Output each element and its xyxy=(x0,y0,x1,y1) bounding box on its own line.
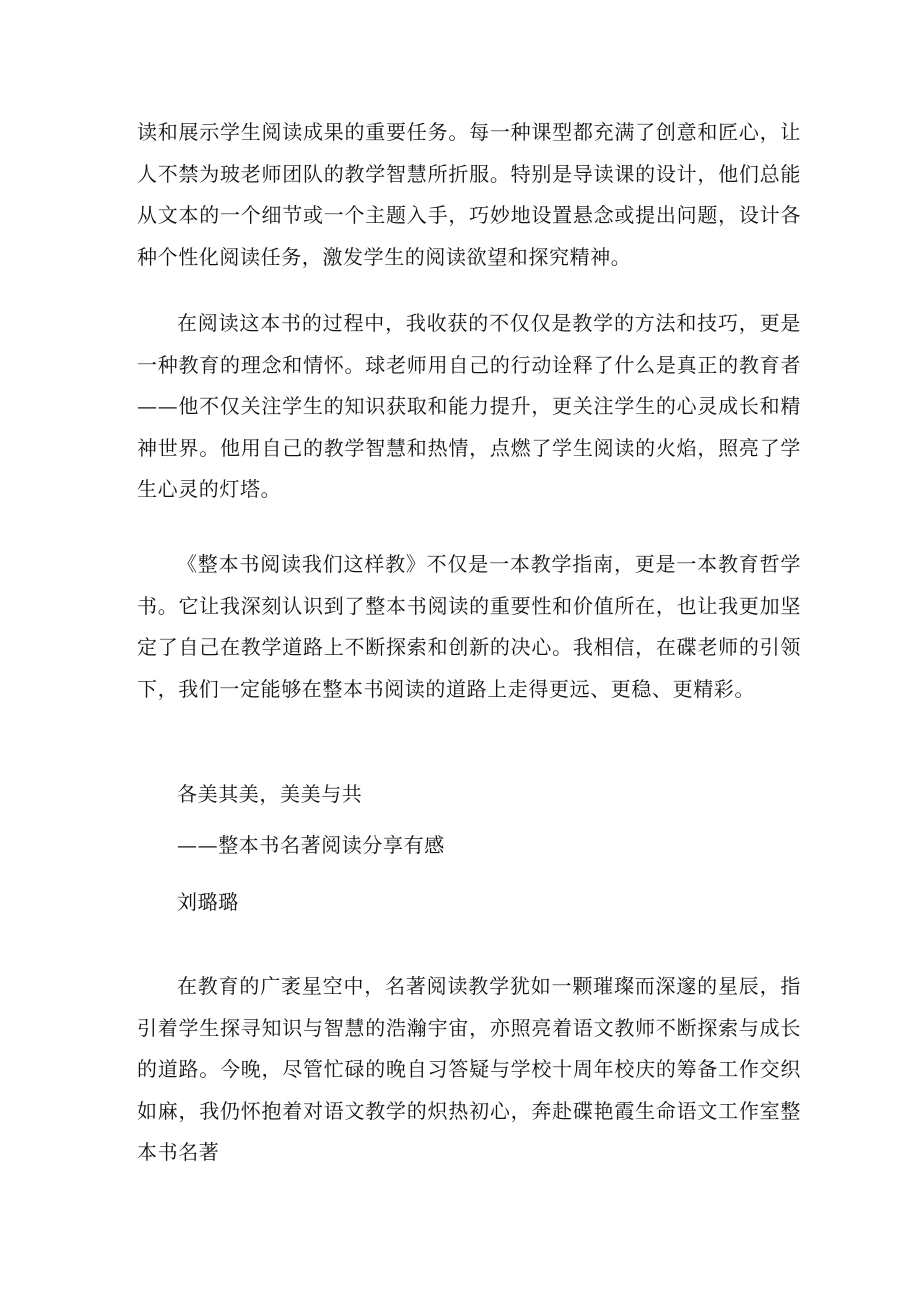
article-title: 各美其美，美美与共 xyxy=(177,782,363,806)
paragraph-book-summary: 《整本书阅读我们这样教》不仅是一本教学指南，更是一本教育哲学书。它让我深刻认识到了整本书阅读的重要性和价值所在，也让我更加坚定了自己在教学道路上不断探索和创新的决心。我相信，在碟老师的引领下，我们一定能够在整本书阅读的道路上走得更远、更稳、更精彩。 xyxy=(137,552,801,701)
paragraph-continuation: 读和展示学生阅读成果的重要任务。每一种课型都充满了创意和匠心，让人不禁为玻老师团队的教学智慧所折服。特别是导读课的设计，他们总能从文本的一个细节或一个主题入手，巧妙地设置悬念或提出问题，设计各种个性化阅读任务，激发学生的阅读欲望和探究精神。 xyxy=(137,120,801,269)
article-subtitle: ——整本书名著阅读分享有感 xyxy=(177,833,445,857)
article-author: 刘璐璐 xyxy=(177,890,239,914)
paragraph-reading-reflection: 在阅读这本书的过程中，我收获的不仅仅是教学的方法和技巧，更是一种教育的理念和情怀。球老师用自己的行动诠释了什么是真正的教育者——他不仅关注学生的知识获取和能力提升，更关注学生的心灵成长和精神世界。他用自己的教学智慧和热情，点燃了学生阅读的火焰，照亮了学生心灵的灯塔。 xyxy=(137,311,801,501)
paragraph-article-opening: 在教育的广袤星空中，名著阅读教学犹如一颗璀璨而深邃的星辰，指引着学生探寻知识与智慧的浩瀚宇宙，亦照亮着语文教师不断探索与成长的道路。今晚，尽管忙碌的晚自习答疑与学校十周年校庆的筹备工作交织如麻，我仍怀抱着对语文教学的炽热初心，奔赴碟艳霞生命语文工作室整本书名著 xyxy=(137,974,801,1164)
